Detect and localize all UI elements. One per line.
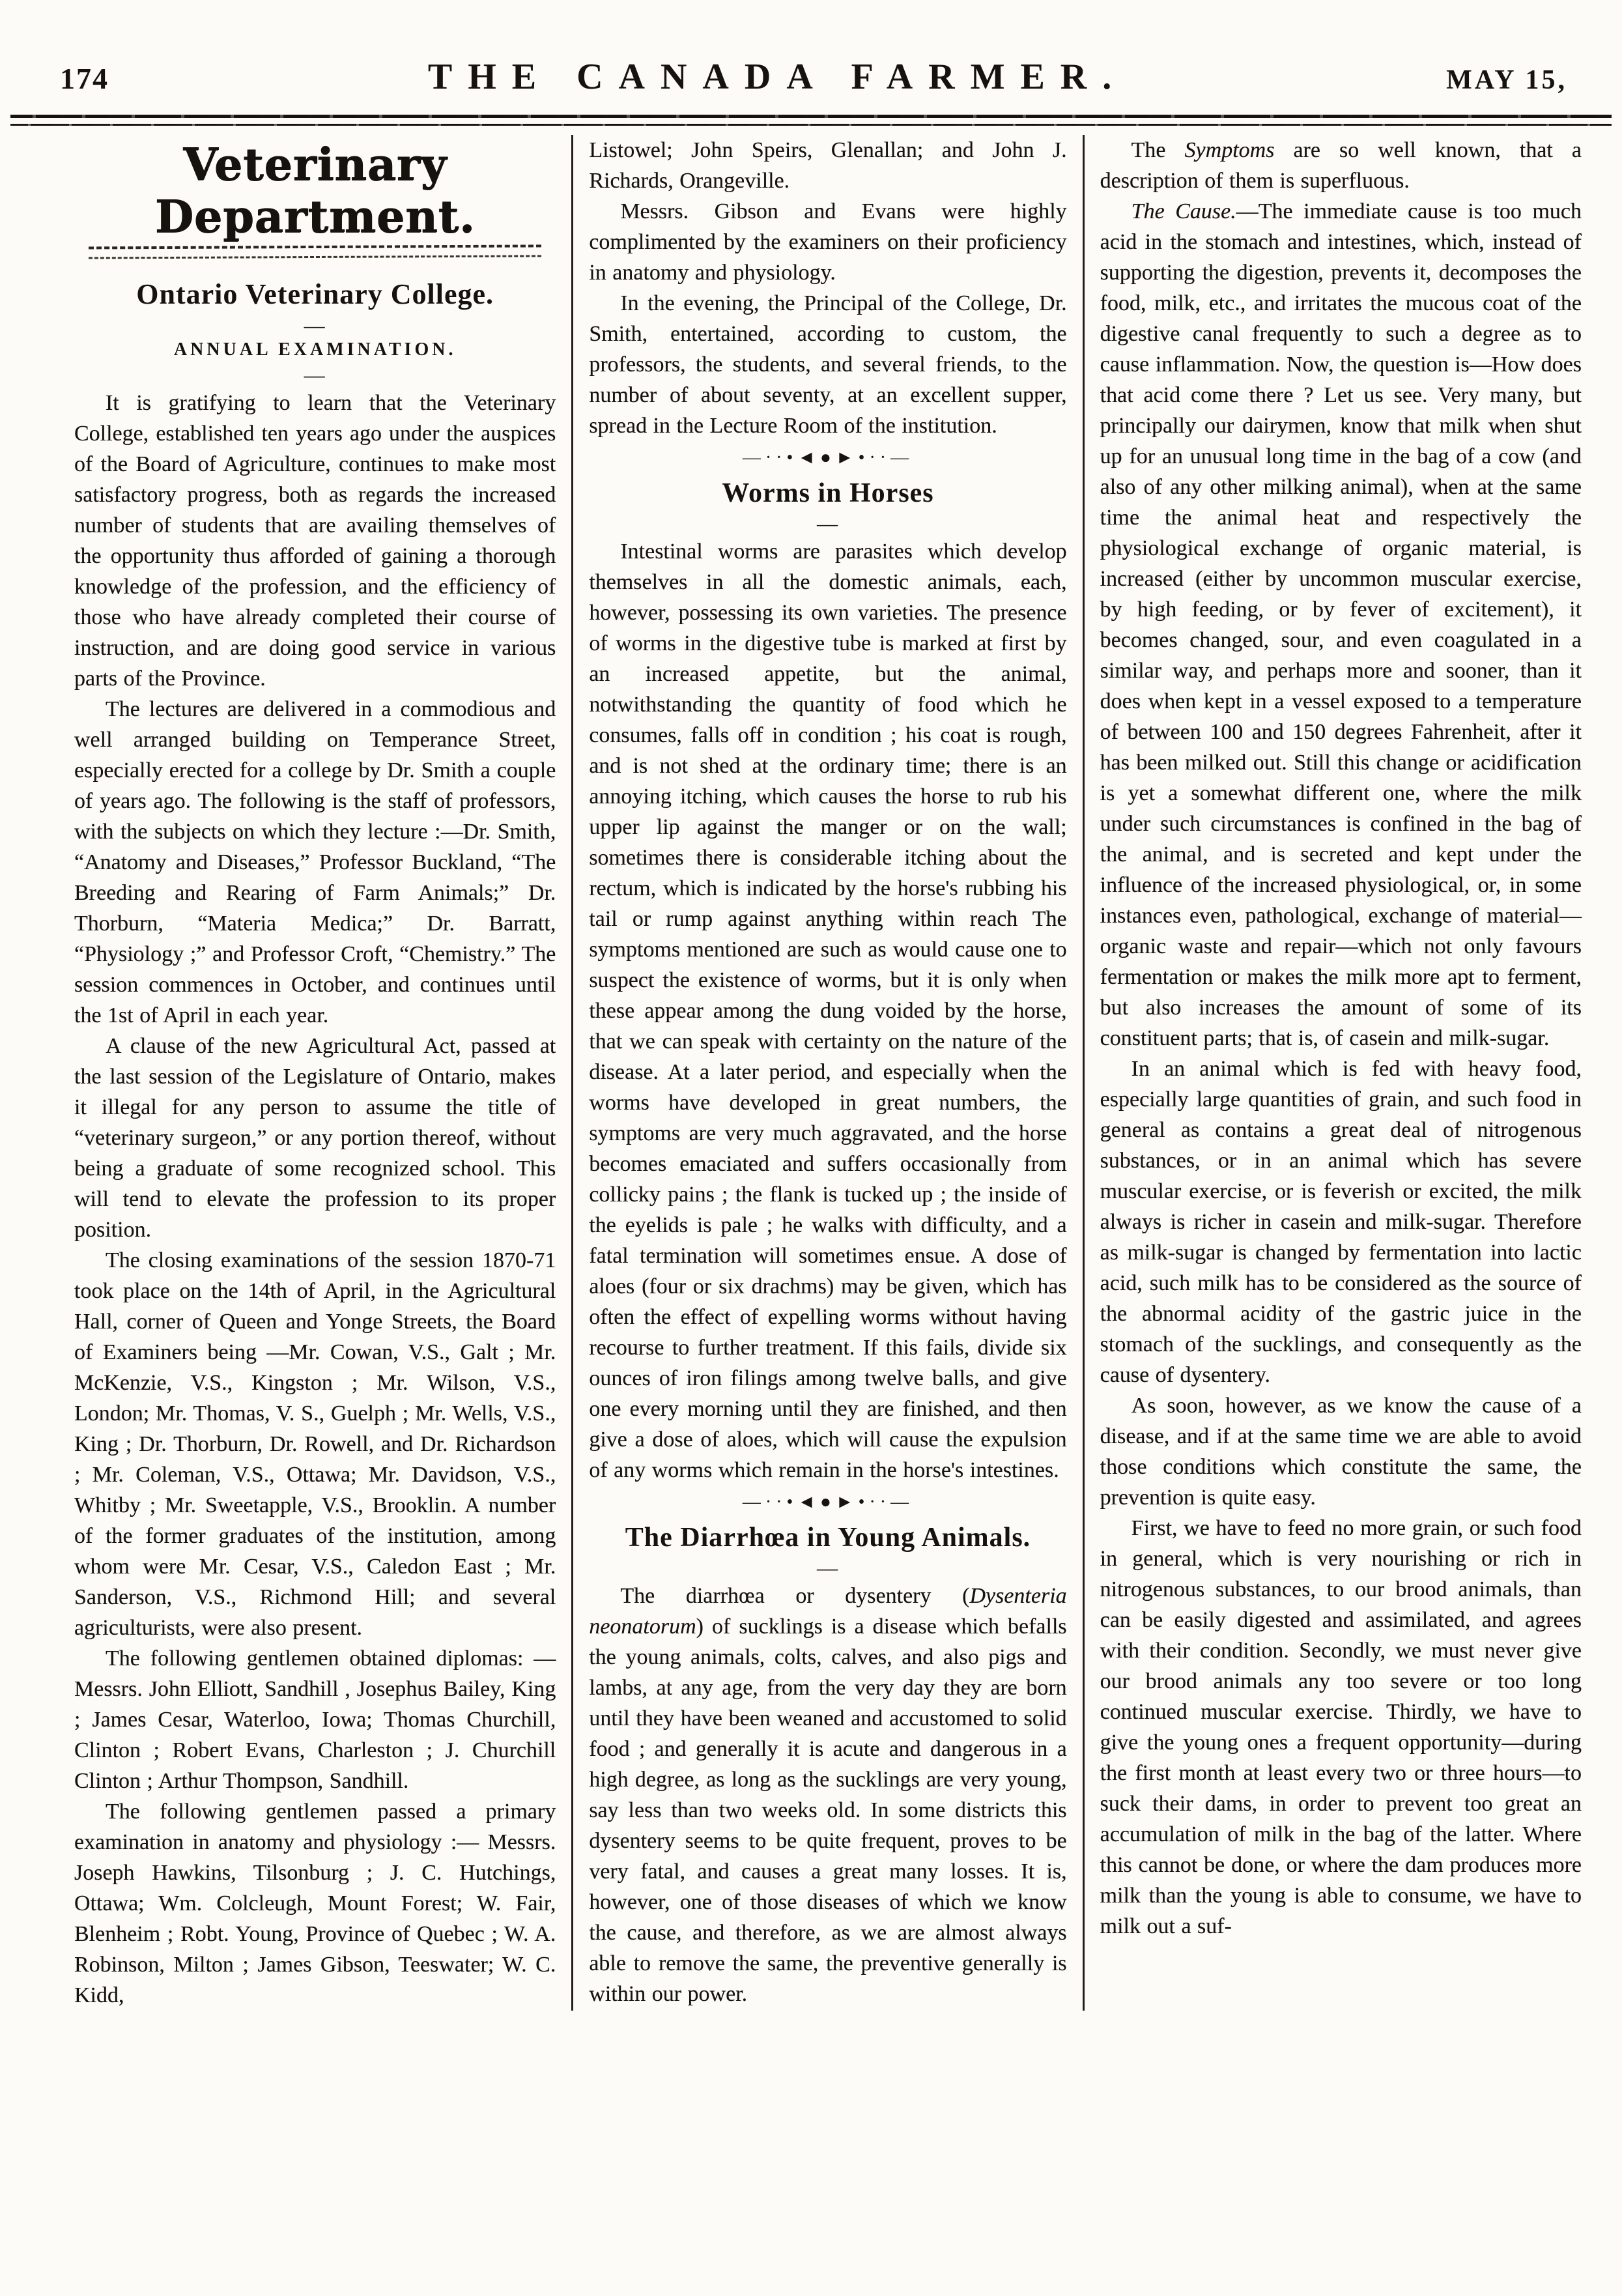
rule-line-top (10, 115, 1612, 118)
section-divider-ornament: —··•◄●►•··— (742, 1492, 914, 1512)
column-3 (1085, 135, 1597, 2011)
article-title-diarrhoea-in-young-animals: The Diarrhœa in Young Animals. (625, 1523, 1031, 1553)
paragraph: The closing examinations of the session 1870-71 took place on the 14th of April, in the Agricultural Hall, corner of Queen and Yonge Streets, the Board of Examiners being —Mr. Cowan, V.S., Galt ; Mr. McKenzie, V.S., Kingston ; Mr. Wilson, V.S., London; Mr. Thomas, V. S., Guelph ; Mr. Wells, V.S., King ; Dr. Thorburn, Dr. Rowell, and Dr. Richardson ; Mr. Coleman, V.S., Ottawa; Mr. Davidson, V.S., Whitby ; Mr. Sweetapple, V.S., Brooklin. A number of the former graduates of the institution, among whom were Mr. Cesar, V.S., Caledon East ; Mr. Sanderson, V.S., Richmond Hill; and several agriculturists, were also present. (74, 1248, 556, 1640)
article-title-ontario-veterinary-college: Ontario Veterinary College. (136, 278, 494, 310)
paragraph: A clause of the new Agricultural Act, passed at the last session of the Legislature of Ontario, makes it illegal for any person to assume the title of “veterinary surgeon,” or any portion thereof, without being a graduate of some recognized school. This will tend to elevate the profession to its proper position. (74, 1034, 556, 1242)
paragraph: First, we have to feed no more grain, or such food in general, which is very nourishing or rich in nitrogenous substances, to our brood animals, than can be easily digested and assimilated, and agrees with their condition. Secondly, we must never give our brood animals any too severe or too long continued muscular exercise. Thirdly, we have to give the young ones a frequent opportunity—during the first month at least every two or three hours—to suck their dams, in order to prevent too great an accumulation of milk in the bag of the latter. Where this cannot be done, or where the dam produces more milk than the young is able to consume, we have to milk out a suf- (1100, 1516, 1582, 1938)
header-double-rule (10, 115, 1612, 126)
page-number: 174 (60, 62, 109, 95)
column-1 (59, 135, 571, 2011)
paragraph: It is gratifying to learn that the Veterinary College, established ten years ago under the auspices of the Board of Agriculture, continues to make most satisfactory progress, both as regards the increased number of students that are availing themselves of the opportunity thus afforded of gaining a thorough knowledge of the profession, and the efficiency of those who have already completed their course of instruction, and are doing good service in various parts of the Province. (74, 391, 556, 691)
paragraph: In an animal which is fed with heavy food, especially large quantities of grain, and such food in general as contains a great deal of nitrogenous substances, or in an animal which has severe muscular exercise, or is feverish or excited, the milk always is richer in casein and milk-sugar. Therefore as milk-sugar is changed by fermentation into lactic acid, such milk has to be considered as the source of the abnormal acidity of the gastric juice in the stomach of the sucklings, and consequently as the cause of dysentery. (1100, 1057, 1582, 1387)
divider-dash: — (304, 313, 326, 337)
paragraph-continuation: Listowel; John Speirs, Glenallan; and John J. Richards, Orangeville. (589, 138, 1067, 193)
page-header (0, 0, 1622, 98)
divider-dash: — (816, 511, 839, 535)
masthead-rule (89, 244, 541, 259)
divider-dash: — (304, 363, 326, 386)
paragraph: The following gentlemen obtained diplomas: —Messrs. John Elliott, Sandhill , Josephus Bailey, King ; James Cesar, Waterloo, Iowa; Thomas Churchill, Clinton ; Robert Evans, Charleston ; J. Churchill Clinton ; Arthur Thompson, Sandhill. (74, 1646, 556, 1793)
column-layout (0, 126, 1622, 2011)
newspaper-title: THE CANADA FARMER. (427, 57, 1128, 97)
department-masthead: Veterinary Department. (154, 139, 476, 243)
paragraph: The diarrhœa or dysentery (Dysenteria neonatorum) of sucklings is a disease which befalls the young animals, colts, calves, and also pigs and lambs, at any age, from the very day they are born until they have been weaned and accustomed to solid food ; and generally it is acute and dangerous in a high degree, as long as the sucklings are very young, say less than two weeks old. In some districts this dysentery seems to be quite frequent, proves to be very fatal, and causes a great many losses. It is, however, one of those diseases of which we know the cause, and therefore, as we are almost always able to remove the same, the preventive generally is within our power. (589, 1584, 1067, 2006)
paragraph: In the evening, the Principal of the College, Dr. Smith, entertained, according to custom, the professors, the students, and several friends, to the number of about seventy, at an excellent supper, spread in the Lecture Room of the institution. (589, 291, 1067, 438)
section-divider-ornament: —··•◄●►•··— (742, 448, 914, 468)
paragraph: Messrs. Gibson and Evans were highly complimented by the examiners on their proficiency in anatomy and physiology. (589, 199, 1067, 285)
divider-dash: — (816, 1556, 839, 1579)
paragraph: The following gentlemen passed a primary examination in anatomy and physiology :— Messrs. Joseph Hawkins, Tilsonburg ; J. C. Hutchings, Ottawa; Wm. Colcleugh, Mount Forest; W. Fair, Blenheim ; Robt. Young, Province of Quebec ; W. A. Robinson, Milton ; James Gibson, Teeswater; W. C. Kidd, (74, 1800, 556, 2007)
paragraph: Intestinal worms are parasites which develop themselves in all the domestic animals, each, however, possessing its own varieties. The presence of worms in the digestive tube is marked at first by an increased appetite, but the animal, notwithstanding the quantity of food which he consumes, falls off in condition ; his coat is rough, and is not shed at the ordinary time; there is an annoying itching, which causes the horse to rub his upper lip against the manger or on the wall; sometimes there is considerable itching about the rectum, which is indicated by the horse's rubbing his tail or rump against anything within reach The symptoms mentioned are such as would cause one to suspect the existence of worms, but it is only when these appear among the dung voided by the horse, that we can speak with certainty on the nature of the disease. At a later period, and especially when the worms have developed in great numbers, the symptoms are very much aggravated, and the horse becomes emaciated and suffers occasionally from collicky pains ; the flank is tucked up ; the inside of the eyelids is pale ; he walks with difficulty, and a fatal termination will sometimes ensue. A dose of aloes (four or six drachms) may be given, which has often the effect of expelling worms without having recourse to further treatment. If this fails, divide six ounces of iron filings among twelve balls, and give one every morning until they are finished, and then give a dose of aloes, which will cause the expulsion of any worms which remain in the horse's intestines. (589, 539, 1067, 1482)
paragraph-symptoms: The Symptoms are so well known, that a description of them is superfluous. (1100, 138, 1582, 193)
paragraph: As soon, however, as we know the cause of a disease, and if at the same time we are able to avoid those conditions which constitute the same, the prevention is quite easy. (1100, 1394, 1582, 1510)
issue-date: MAY 15, (1446, 65, 1567, 95)
article-subtitle-annual-examination: ANNUAL EXAMINATION. (173, 339, 457, 360)
article-title-worms-in-horses: Worms in Horses (722, 478, 934, 508)
column-2 (571, 135, 1084, 2011)
paragraph: The lectures are delivered in a commodious and well arranged building on Temperance Street, especially erected for a college by Dr. Smith a couple of years ago. The following is the staff of professors, with the subjects on which they lecture :—Dr. Smith, “Anatomy and Diseases,” Professor Buckland, “The Breeding and Rearing of Farm Animals;” Dr. Thorburn, “Materia Medica;” Dr. Barratt, “Physiology ;” and Professor Croft, “Chemistry.” The session commences in October, and continues until the 1st of April in each year. (74, 697, 556, 1027)
paragraph-cause: The Cause.—The immediate cause is too much acid in the stomach and intestines, which, instead of supporting the digestion, prevents it, decomposes the food, milk, etc., and irritates the mucous coat of the digestive canal frequently to such a degree as to cause inflammation. Now, the question is—How does that acid come there ? Let us see. Very many, but principally our dairymen, know that milk when shut up for an unusual long time in the bag of a cow (and also of any other milking animal), when at the same time the animal heat and respectively the physiological exchange of organic material, is increased (either by uncommon muscular exercise, by high feeding, or by fever of excitement), it becomes changed, sour, and even coagulated in a similar way, and perhaps more and sooner, than it does when kept in a vessel exposed to a temperature of between 100 and 150 degrees Fahrenheit, after it has been milked out. Still this change or acidification is yet a somewhat different one, where the milk under such circumstances is confined in the bag of the animal, and is secreted and kept under the influence of the increased physiological, or, in some instances even, pathological, exchange of material—organic waste and repair—which not only favours fermentation or makes the milk more apt to ferment, but also increases the amount of some of its constituent parts; that is, of casein and milk-sugar. (1100, 199, 1582, 1050)
